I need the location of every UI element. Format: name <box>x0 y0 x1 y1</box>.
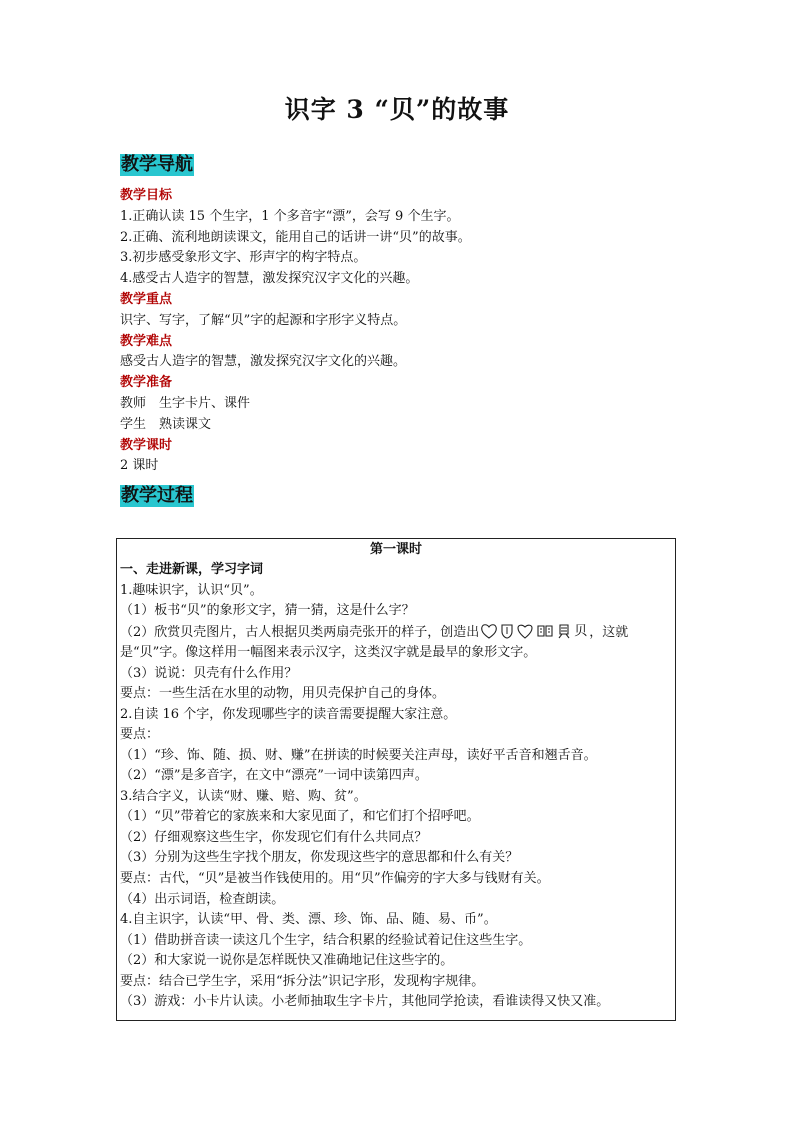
key-points-heading: 教学重点 <box>120 291 173 307</box>
lesson-info <box>120 186 680 477</box>
lesson-line: 3.结合字义，认读“财、赚、赔、购、贫”。 <box>120 788 367 804</box>
key-points-text: 识字、写字，了解“贝”字的起源和字形字义特点。 <box>120 312 407 328</box>
lesson-line: （1）板书“贝”的象形文字，猜一猜，这是什么字？ <box>120 603 415 619</box>
objective-item: 4.感受古人造字的智慧，激发探究汉字文化的兴趣。 <box>120 271 419 287</box>
objective-item: 2.正确、流利地朗读课文，能用自己的话讲一讲“贝”的故事。 <box>120 229 471 245</box>
hours-text: 2 课时 <box>120 458 159 474</box>
lesson-line: （2）仔细观察这些生字，你发现它们有什么共同点？ <box>120 829 428 845</box>
lesson-line: （2）和大家说一说你是怎样既快又准确地记住这些字的。 <box>120 953 454 969</box>
difficulties-heading: 教学难点 <box>120 333 173 349</box>
lesson-table <box>116 538 676 1021</box>
lesson-line: （3）游戏：小卡片认读。小老师抽取生字卡片，其他同学抢读，看谁读得又快又准。 <box>120 994 610 1010</box>
objectives-heading: 教学目标 <box>120 188 173 203</box>
bei-evolution-glyphs <box>481 622 587 643</box>
shell-glyph-icon <box>536 624 554 639</box>
shell-glyph-icon <box>481 624 497 639</box>
lesson-line: 4.自主识字，认读“甲、骨、类、漂、珍、饰、品、随、易、币”。 <box>120 912 497 928</box>
preparation-item: 学生 熟读课文 <box>120 416 212 432</box>
objective-item: 1.正确认读 15 个生字，1 个多音字“漂”，会写 9 个生字。 <box>120 208 460 224</box>
lesson-line: （2）“漂”是多音字，在文中“漂亮”一词中读第四声。 <box>120 768 428 784</box>
teaching-process-heading: 教学过程 <box>121 485 193 506</box>
lesson-line: 要点：结合已学生字，采用“拆分法”识记字形，发现构字规律。 <box>120 973 485 989</box>
difficulties-text: 感受古人造字的智慧，激发探究汉字文化的兴趣。 <box>120 354 407 370</box>
shell-glyph-icon <box>517 624 533 639</box>
teaching-nav-heading: 教学导航 <box>121 154 193 175</box>
lesson-line-text: （2）欣赏贝壳图片，古人根据贝类两扇壳张开的样子，创造出 <box>120 624 480 640</box>
lesson-line: 1.趣味识字，认识“贝”。 <box>120 582 263 598</box>
lesson-line: 2.自读 16 个字，你发现哪些字的读音需要提醒大家注意。 <box>120 706 457 722</box>
lesson-line: （1）“珍、饰、随、损、财、赚”在拼读的时候要关注声母，读好平舌音和翘舌音。 <box>120 747 597 763</box>
preparation-item: 教师 生字卡片、课件 <box>120 395 251 411</box>
shell-glyph-icon <box>500 624 514 639</box>
bei-modern-char: 贝 <box>574 623 588 639</box>
lesson-line: （1）借助拼音读一读这几个生字，结合积累的经验试着记住这些生字。 <box>120 932 532 948</box>
hours-heading: 教学课时 <box>120 437 173 453</box>
section-heading: 一、走进新课，学习字词 <box>120 562 264 577</box>
lesson-line: 要点：一些生活在水里的动物，用贝壳保护自己的身体。 <box>120 686 446 702</box>
lesson-line-text: ，这就 <box>589 624 629 640</box>
lesson-line <box>120 622 671 643</box>
objective-item: 3.初步感受象形文字、形声字的构字特点。 <box>120 250 367 266</box>
shell-glyph-icon <box>557 624 571 639</box>
lesson-line: （3）分别为这些生字找个朋友，你发现这些字的意思都和什么有关？ <box>120 850 519 866</box>
lesson-line: （1）“贝”带着它的家族来和大家见面了，和它们打个招呼吧。 <box>120 809 480 825</box>
lesson-line: 要点：古代，“贝”是被当作钱使用的。用“贝”作偏旁的字大多与钱财有关。 <box>120 870 550 886</box>
lesson-line: （4）出示词语，检查朗读。 <box>120 891 285 907</box>
lesson-line: 是“贝”字。像这样用一幅图来表示汉字，这类汉字就是最早的象形文字。 <box>120 644 537 660</box>
preparation-heading: 教学准备 <box>120 375 173 391</box>
lesson-title: 第一课时 <box>369 542 422 557</box>
lesson-line: 要点： <box>120 727 160 743</box>
page-title: 识字 3 “贝”的故事 <box>284 95 510 124</box>
lesson-line: （3）说说：贝壳有什么作用？ <box>120 665 298 681</box>
